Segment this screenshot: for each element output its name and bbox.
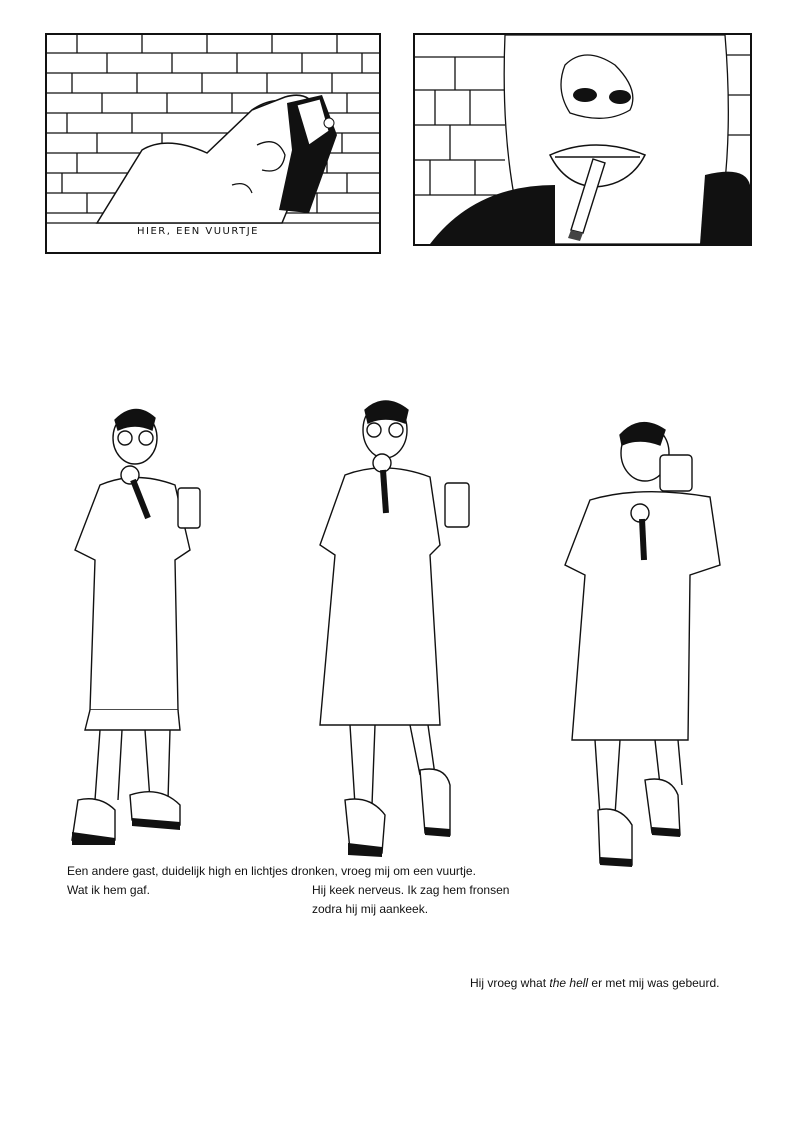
- panel-face-cigarette: [413, 33, 752, 246]
- narration-line-4: [470, 974, 719, 993]
- narration-line-4-end: er met mij was gebeurd.: [588, 976, 720, 990]
- narration-line-2: Wat ik hem gaf.: [67, 883, 150, 897]
- woman-microphone-drawing-1: [60, 400, 210, 845]
- figure-singing: [60, 400, 210, 845]
- woman-microphone-drawing-2: [310, 395, 480, 860]
- panel-caption: HIER, EEN VUURTJE: [137, 226, 259, 237]
- narration-line-3b: zodra hij mij aankeek.: [312, 902, 429, 916]
- figure-walking: [310, 395, 480, 860]
- figure-drinking: [560, 415, 730, 875]
- narration-line-4-start: Hij vroeg what: [470, 976, 550, 990]
- narration-line-1: Een andere gast, duidelijk high en lichtjes dronken, vroeg mij om een vuurtje.: [67, 864, 476, 878]
- panel-hand-lighter: [45, 33, 381, 254]
- narration-line-4-emphasis: the hell: [549, 976, 589, 990]
- hand-lighter-drawing: [47, 35, 379, 252]
- face-cigarette-drawing: [415, 35, 750, 244]
- narration-line-3a: Hij keek nerveus. Ik zag hem fronsen: [312, 883, 510, 897]
- woman-microphone-drawing-3: [560, 415, 730, 875]
